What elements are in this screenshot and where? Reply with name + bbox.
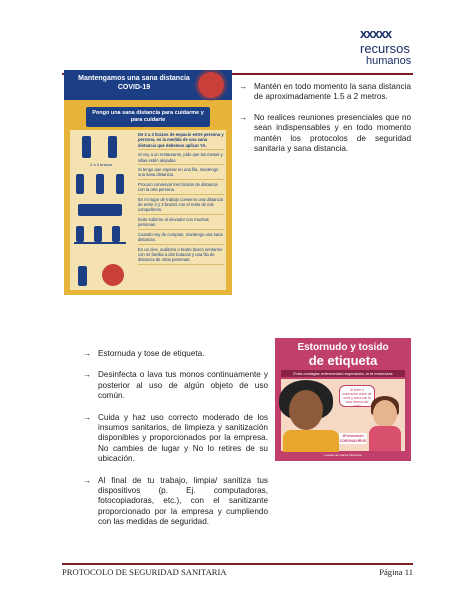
poster-title: Mantengamos una sana distancia COVID-19 [78,75,190,91]
poster-header [64,70,232,100]
bullet-text: Cuida y haz uso correcto moderado de los insumos sanitarios, de limpieza y sanitización disponibles y proporcionados por la empresa. No cambies de lugar y No lo retires de su ubicación. [98,412,268,464]
speech-bubble: Al toser o estornudar cubrir de nariz y boca con la cara interna del codo [339,385,375,407]
distance-label: 2 a 3 brazos [90,162,113,167]
arrow-icon: → [239,112,248,122]
poster-subtitle: Evita contagiar enfermedad respiratoria, tu te inmunizas [281,370,405,377]
bullet-text: Estornuda y tose de etiqueta. [98,349,205,358]
poster-item: Si tengo que esperar en una fila, mantengo una sana distancia. [138,167,224,180]
person-figure [94,226,102,242]
poster-item: Cuando voy de compras, mantengo una sana distancia. [138,232,224,245]
arrow-icon: → [83,349,92,358]
person-figure [82,136,91,158]
bullet-list-top [239,82,411,164]
list-item [83,370,268,401]
poster-text-list [138,132,224,267]
person-figure [78,266,87,286]
logo-line1: recursos [360,41,410,56]
footer-rule [62,563,413,565]
woman-shirt [283,430,339,452]
bullet-text: No realices reuniones presenciales que no sean indispensables y en todo momento mantén los protocolos de seguridad sanitaria y sana distancia. [254,112,411,154]
poster-item: En mi lugar de trabajo conservo una distancia de entre 2 y 3 brazos con el resto de mis compañeros. [138,197,224,215]
poster-title-line2: de etiqueta [308,353,378,368]
arrow-icon: → [83,412,92,422]
recursos-humanos-logo [360,28,442,70]
arrow-icon: → [83,475,92,485]
prevention-hashtag: #Prevención CORONAVIRUS [339,434,367,443]
page-number: Página 11 [379,567,413,577]
arrow-icon: → [239,82,248,91]
poster-item: En un cine, auditorio o teatro busco sentarme con mi familia a dos butacas y una fila de distancia de otras personas. [138,247,224,265]
bullet-text: Desinfecta o lava tus monos continuamente y posterior al uso de algún objeto de uso común. [98,370,268,401]
list-item [83,476,268,528]
bench-line [74,242,126,244]
woman-face [289,390,323,430]
poster-item: Procuro conservar tres brazos de distancia con la otra persona. [138,182,224,195]
girl-face [373,400,397,428]
list-item [83,349,268,359]
bullet-list-bottom [83,349,268,539]
coronavirus-icon [198,72,224,98]
list-item [83,413,268,465]
poster-item: Si voy a un restaurante, pido que las mesas y sillas estén alejadas. [138,152,224,165]
person-figure [76,226,84,242]
list-item [239,82,411,103]
logo-marks: xxxxx [360,26,392,41]
list-item [239,113,411,155]
person-figure [112,226,120,242]
bullet-text: Al final de tu trabajo, limpia/ sanitiza tus dispositivos (p. Ej. computadoras, fotocopiadoras, etc.), con el sanitizante proporcionado por la empresa y cumpliendo con las medidas de seguridad. [98,475,268,527]
poster-footer: Lavado de manos frecuente [324,453,362,457]
poster-subtitle: Pongo una sana distancia para cuidarme y para cuidarte [86,107,210,127]
sana-distancia-poster [64,70,232,295]
poster-item: Evito subirme al elevador con muchas personas. [138,217,224,230]
bullet-text: Mantén en todo momento la sana distancia de aproximadamente 1.5 a 2 metros. [254,82,411,102]
arrow-icon: → [83,370,92,380]
desk-figure [78,204,122,216]
estornudo-etiqueta-poster [275,338,411,461]
footer-document-title: PROTOCOLO DE SEGURIDAD SANITARIA [62,567,227,577]
logo-line2: humanos [366,55,412,67]
girl-shirt [369,426,401,451]
person-figure [108,136,117,158]
person-figure [116,174,124,194]
person-figure [96,174,104,194]
person-figure [76,174,84,194]
poster-title-line1: Estornudo y tosido [297,342,389,353]
crossed-out-group-icon [102,264,124,286]
poster-item: De 2 a 3 brazos de espacio entre persona y persona, es la medida de una sana distancia que debemos aplicar YA. [138,132,224,150]
